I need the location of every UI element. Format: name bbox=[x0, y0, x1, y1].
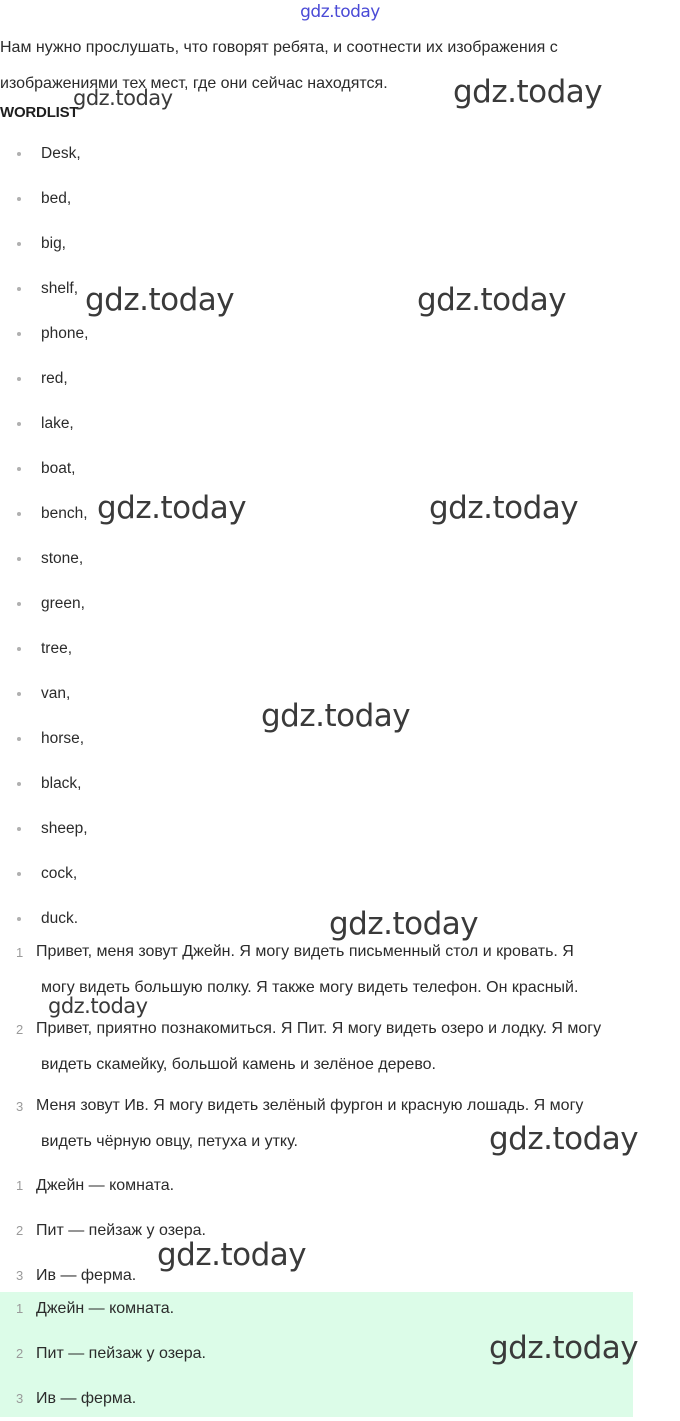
word-text: boat, bbox=[41, 460, 76, 477]
wordlist-item bbox=[0, 446, 88, 491]
watermark: gdz.today bbox=[429, 490, 579, 526]
answers-list bbox=[0, 1163, 206, 1298]
word-text: big, bbox=[41, 235, 66, 252]
intro-line-2: изображениями тех мест, где они сейчас находятся. bbox=[0, 75, 388, 92]
watermark: gdz.today bbox=[73, 86, 173, 110]
bullet-icon bbox=[17, 377, 21, 381]
highlighted-answers-list bbox=[0, 1286, 206, 1421]
watermark: gdz.today bbox=[261, 698, 411, 734]
wordlist-item bbox=[0, 356, 88, 401]
watermark: gdz.today bbox=[453, 74, 603, 110]
bullet-icon bbox=[17, 152, 21, 156]
bullet-icon bbox=[17, 647, 21, 651]
bullet-icon bbox=[17, 557, 21, 561]
bullet-icon bbox=[17, 242, 21, 246]
word-text: bed, bbox=[41, 190, 72, 207]
bullet-icon bbox=[17, 692, 21, 696]
item-number: 1 bbox=[16, 1301, 24, 1316]
wordlist-item bbox=[0, 536, 88, 581]
top-watermark: gdz.today bbox=[300, 2, 380, 22]
wordlist-item bbox=[0, 761, 88, 806]
bullet-icon bbox=[17, 332, 21, 336]
bullet-icon bbox=[17, 287, 21, 291]
word-text: black, bbox=[41, 775, 82, 792]
watermark: gdz.today bbox=[489, 1330, 639, 1366]
wordlist-item bbox=[0, 806, 88, 851]
wordlist-item bbox=[0, 311, 88, 356]
watermark: gdz.today bbox=[329, 906, 479, 942]
word-text: bench, bbox=[41, 505, 88, 522]
bullet-icon bbox=[17, 827, 21, 831]
wordlist-item bbox=[0, 851, 88, 896]
wordlist bbox=[0, 131, 88, 941]
wordlist-item bbox=[0, 131, 88, 176]
answer-text: Пит — пейзаж у озера. bbox=[36, 1222, 206, 1239]
wordlist-item bbox=[0, 221, 88, 266]
word-text: horse, bbox=[41, 730, 85, 747]
answer-text: Ив — ферма. bbox=[36, 1390, 137, 1407]
bullet-icon bbox=[17, 872, 21, 876]
wordlist-item bbox=[0, 176, 88, 221]
bullet-icon bbox=[17, 197, 21, 201]
wordlist-heading: WORDLIST bbox=[0, 104, 79, 121]
item-number: 3 bbox=[16, 1099, 24, 1114]
word-text: phone, bbox=[41, 325, 89, 342]
answer-text: Джейн — комната. bbox=[36, 1177, 175, 1194]
item-number: 3 bbox=[16, 1268, 24, 1283]
bullet-icon bbox=[17, 917, 21, 921]
watermark: gdz.today bbox=[48, 994, 148, 1018]
word-text: green, bbox=[41, 595, 85, 612]
answer-text: Пит — пейзаж у озера. bbox=[36, 1345, 206, 1362]
word-text: cock, bbox=[41, 865, 78, 882]
watermark: gdz.today bbox=[85, 282, 235, 318]
answer-text: Джейн — комната. bbox=[36, 1300, 175, 1317]
watermark: gdz.today bbox=[489, 1121, 639, 1157]
word-text: tree, bbox=[41, 640, 73, 657]
wordlist-item bbox=[0, 491, 88, 536]
wordlist-item bbox=[0, 401, 88, 446]
word-text: red, bbox=[41, 370, 68, 387]
answer-item bbox=[0, 1286, 206, 1331]
wordlist-item bbox=[0, 671, 88, 716]
watermark: gdz.today bbox=[417, 282, 567, 318]
word-text: Desk, bbox=[41, 145, 81, 162]
answer-item bbox=[0, 1163, 206, 1208]
translation-line-2: видеть чёрную овцу, петуха и утку. bbox=[41, 1133, 298, 1150]
translation-line-1: Привет, приятно познакомиться. Я Пит. Я могу видеть озеро и лодку. Я могу bbox=[36, 1020, 602, 1037]
answer-text: Ив — ферма. bbox=[36, 1267, 137, 1284]
answer-item bbox=[0, 1376, 206, 1421]
translation-line-1: Привет, меня зовут Джейн. Я могу видеть письменный стол и кровать. Я bbox=[36, 943, 574, 960]
bullet-icon bbox=[17, 512, 21, 516]
wordlist-item bbox=[0, 716, 88, 761]
word-text: van, bbox=[41, 685, 71, 702]
translation-line-1: Меня зовут Ив. Я могу видеть зелёный фургон и красную лошадь. Я могу bbox=[36, 1097, 584, 1114]
watermark: gdz.today bbox=[157, 1237, 307, 1273]
watermark: gdz.today bbox=[97, 490, 247, 526]
word-text: shelf, bbox=[41, 280, 79, 297]
wordlist-item bbox=[0, 581, 88, 626]
intro-line-1: Нам нужно прослушать, что говорят ребята, и соотнести их изображения с bbox=[0, 39, 558, 56]
word-text: sheep, bbox=[41, 820, 88, 837]
wordlist-item bbox=[0, 266, 88, 311]
item-number: 3 bbox=[16, 1391, 24, 1406]
item-number: 1 bbox=[16, 945, 24, 960]
item-number: 2 bbox=[16, 1346, 24, 1361]
translation-line-2: видеть скамейку, большой камень и зелёное дерево. bbox=[41, 1056, 436, 1073]
bullet-icon bbox=[17, 422, 21, 426]
bullet-icon bbox=[17, 782, 21, 786]
bullet-icon bbox=[17, 602, 21, 606]
bullet-icon bbox=[17, 737, 21, 741]
answer-item bbox=[0, 1331, 206, 1376]
item-number: 2 bbox=[16, 1022, 24, 1037]
word-text: lake, bbox=[41, 415, 74, 432]
word-text: stone, bbox=[41, 550, 84, 567]
translation-line-2: могу видеть большую полку. Я также могу видеть телефон. Он красный. bbox=[41, 979, 579, 996]
item-number: 1 bbox=[16, 1178, 24, 1193]
word-text: duck. bbox=[41, 910, 79, 927]
bullet-icon bbox=[17, 467, 21, 471]
wordlist-item bbox=[0, 626, 88, 671]
translation-item bbox=[0, 1011, 676, 1083]
item-number: 2 bbox=[16, 1223, 24, 1238]
